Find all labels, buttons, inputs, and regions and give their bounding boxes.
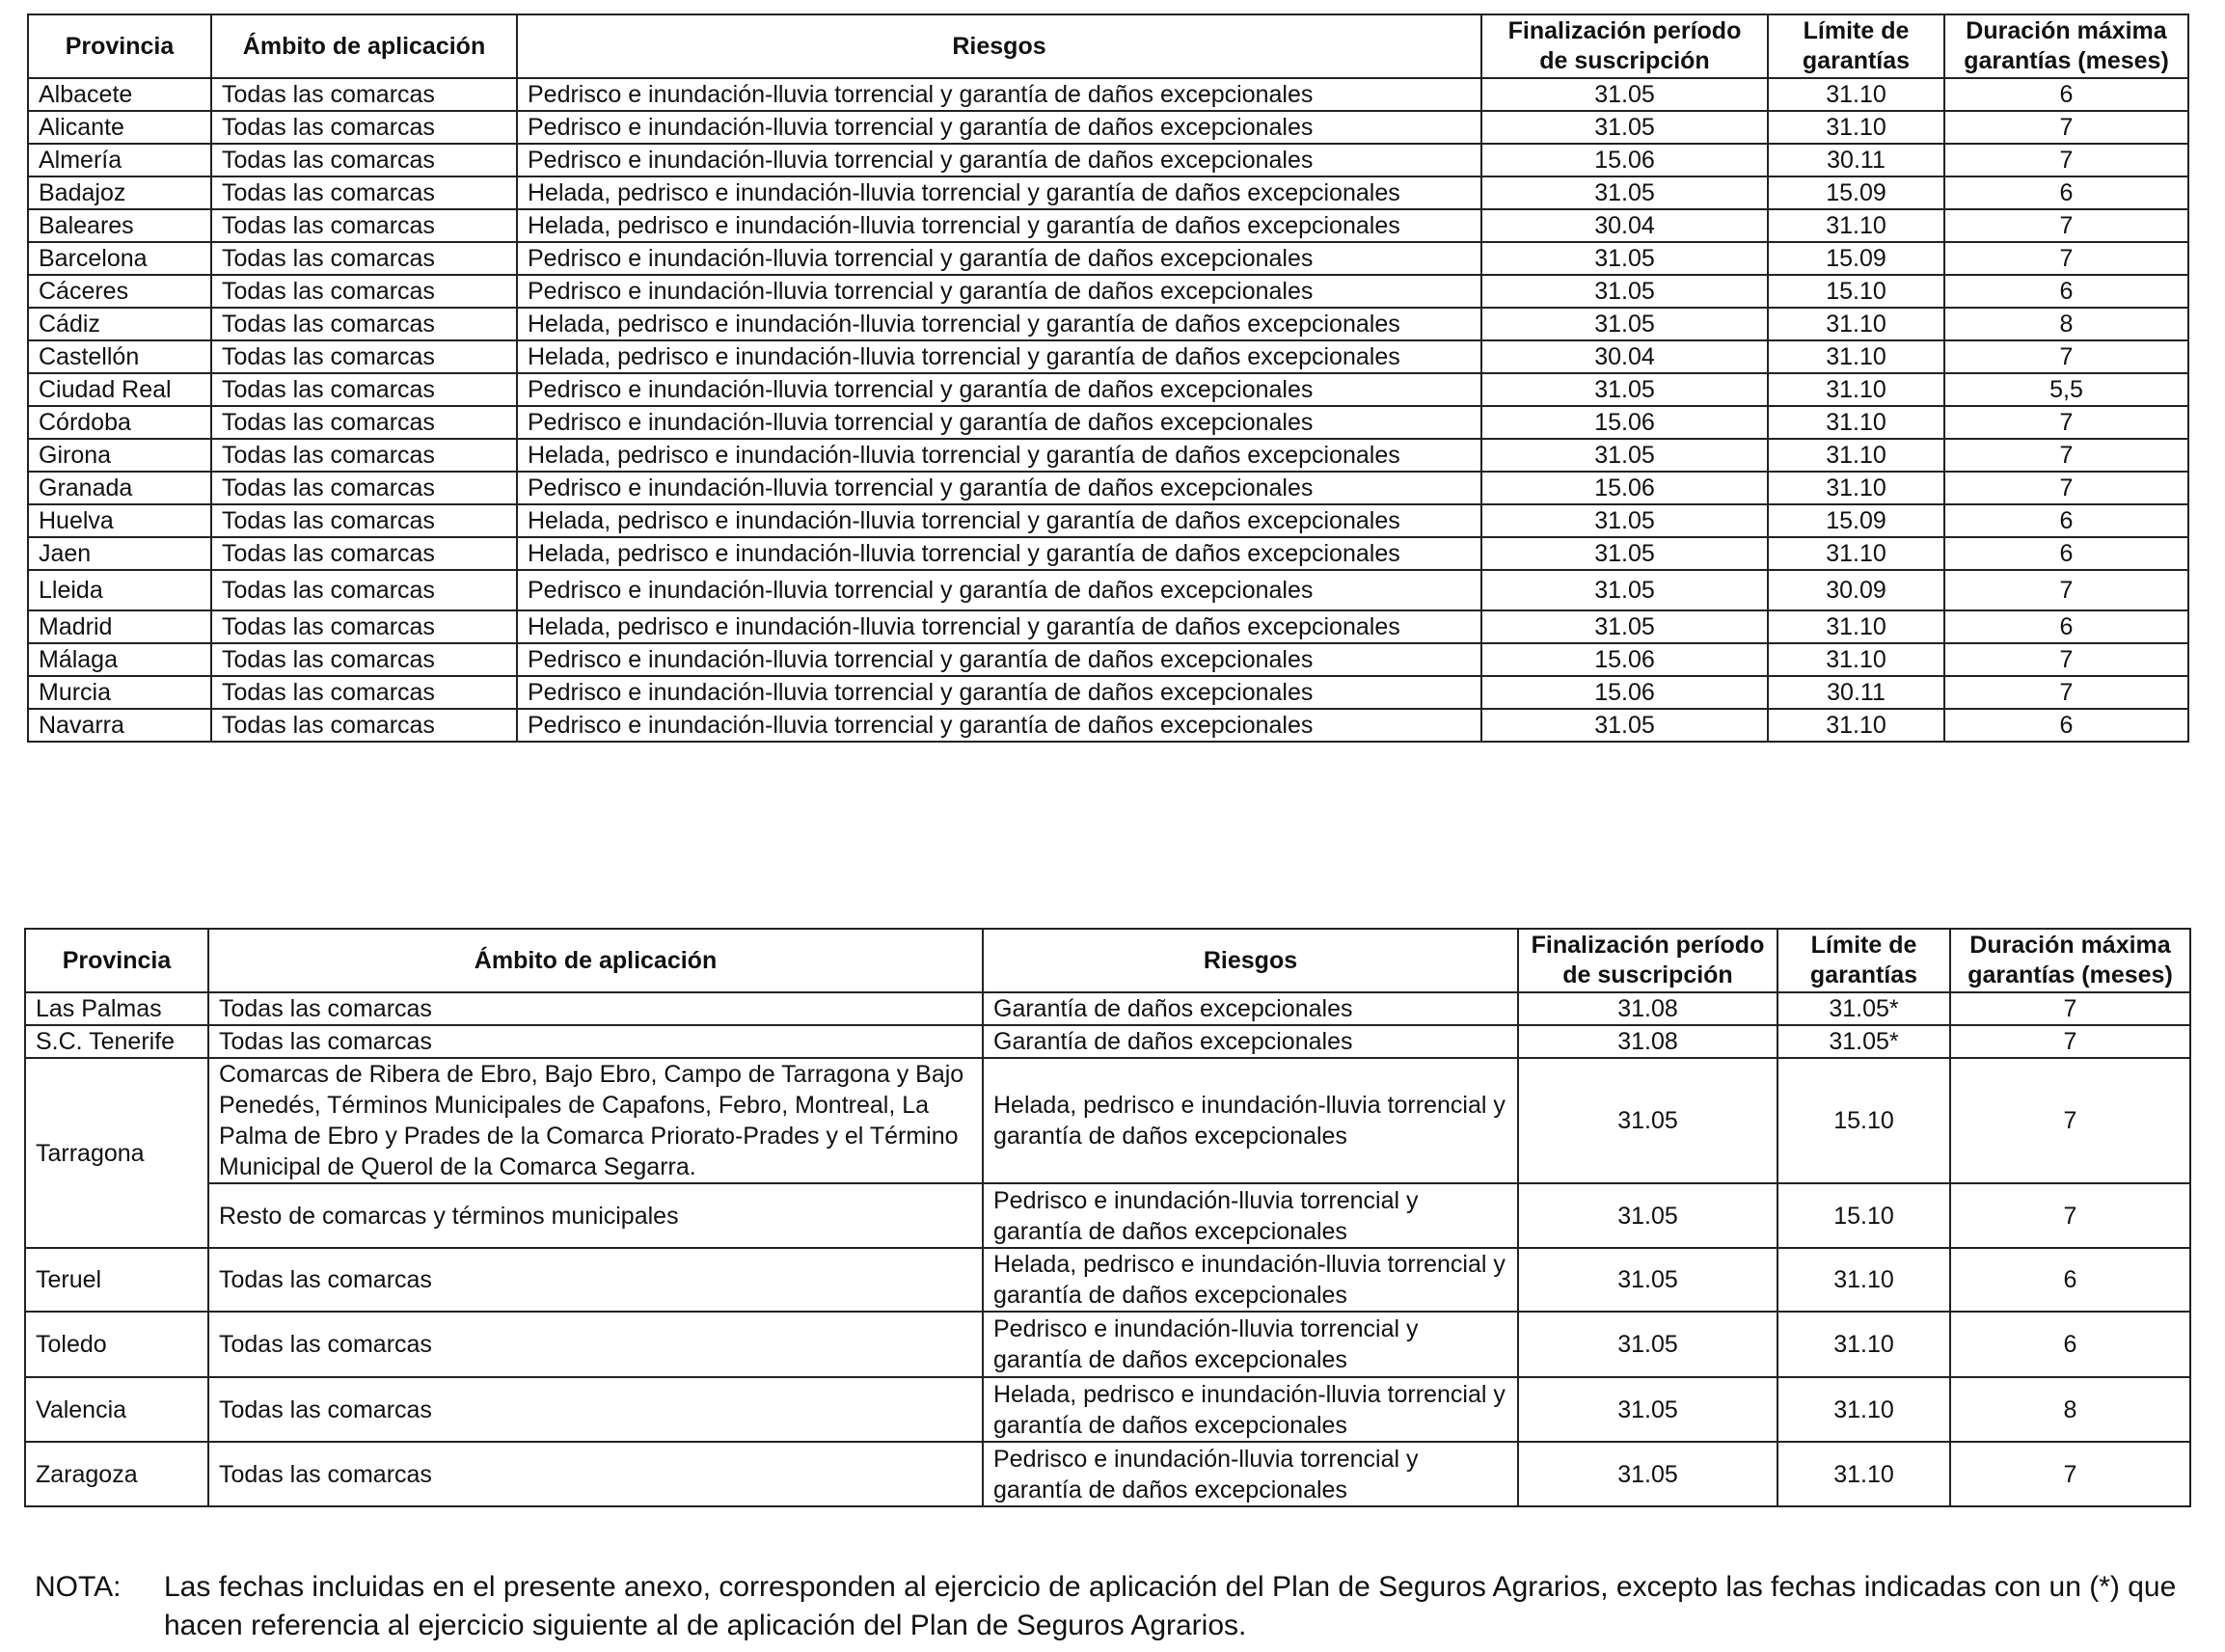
table-row (25, 992, 2190, 1025)
cell-riesgos: Helada, pedrisco e inundación-lluvia torrencial y garantía de daños excepcionales (517, 308, 1481, 340)
note-text: Las fechas incluidas en el presente anexo, corresponden al ejercicio de aplicación del Plan de Seguros Agrarios, excepto las fechas indicadas con un (*) que hacen referencia al ejercicio siguiente al de aplicación del Plan de Seguros Agrarios. (164, 1571, 2177, 1641)
cell-riesgos: Helada, pedrisco e inundación-lluvia torrencial y garantía de daños excepcionales (517, 537, 1481, 570)
cell-finalizacion: 31.05 (1518, 1377, 1777, 1442)
cell-provincia: Granada (28, 472, 211, 504)
cell-provincia: Zaragoza (25, 1442, 208, 1506)
cell-duracion: 6 (1944, 709, 2188, 742)
table-row (25, 1442, 2190, 1506)
cell-ambito: Todas las comarcas (211, 144, 517, 176)
cell-duracion: 7 (1944, 340, 2188, 373)
cell-provincia: Baleares (28, 209, 211, 242)
cell-finalizacion: 15.06 (1481, 643, 1768, 676)
cell-limite: 31.10 (1768, 78, 1944, 111)
cell-provincia: Albacete (28, 78, 211, 111)
cell-finalizacion: 31.05 (1518, 1183, 1777, 1248)
cell-duracion: 6 (1944, 610, 2188, 643)
cell-riesgos: Helada, pedrisco e inundación-lluvia torrencial y garantía de daños excepcionales (517, 439, 1481, 472)
cell-ambito: Todas las comarcas (211, 439, 517, 472)
cell-ambito: Todas las comarcas (211, 176, 517, 209)
table-row (25, 1183, 2190, 1248)
cell-riesgos: Helada, pedrisco e inundación-lluvia torrencial y garantía de daños excepcionales (517, 504, 1481, 537)
cell-duracion: 7 (1944, 676, 2188, 709)
cell-ambito: Todas las comarcas (211, 610, 517, 643)
cell-limite: 31.10 (1768, 643, 1944, 676)
cell-provincia: Jaen (28, 537, 211, 570)
cell-limite: 15.10 (1777, 1058, 1950, 1183)
cell-provincia: Murcia (28, 676, 211, 709)
cell-limite: 31.10 (1777, 1442, 1950, 1506)
cell-ambito: Todas las comarcas (208, 1312, 983, 1377)
cell-riesgos: Pedrisco e inundación-lluvia torrencial y garantía de daños excepcionales (517, 570, 1481, 610)
cell-duracion: 7 (1950, 1442, 2190, 1506)
cell-ambito: Todas las comarcas (211, 406, 517, 439)
cell-limite: 31.10 (1777, 1248, 1950, 1312)
table-row (25, 1058, 2190, 1183)
cell-riesgos: Pedrisco e inundación-lluvia torrencial y garantía de daños excepcionales (517, 472, 1481, 504)
cell-duracion: 7 (1950, 1025, 2190, 1058)
cell-riesgos: Pedrisco e inundación-lluvia torrencial y garantía de daños excepcionales (517, 242, 1481, 275)
cell-limite: 31.10 (1768, 209, 1944, 242)
cell-provincia: Cádiz (28, 308, 211, 340)
cell-limite: 31.10 (1777, 1312, 1950, 1377)
cell-riesgos: Pedrisco e inundación-lluvia torrencial y garantía de daños excepcionales (517, 676, 1481, 709)
cell-riesgos: Pedrisco e inundación-lluvia torrencial y garantía de daños excepcionales (517, 709, 1481, 742)
table-row (28, 308, 2188, 340)
cell-duracion: 7 (1944, 209, 2188, 242)
cell-riesgos: Garantía de daños excepcionales (983, 992, 1518, 1025)
cell-finalizacion: 31.05 (1518, 1058, 1777, 1183)
header-ambito: Ámbito de aplicación (211, 14, 517, 78)
cell-riesgos: Helada, pedrisco e inundación-lluvia torrencial y garantía de daños excepcionales (517, 209, 1481, 242)
cell-provincia: Madrid (28, 610, 211, 643)
cell-limite: 31.10 (1768, 308, 1944, 340)
cell-duracion: 6 (1944, 537, 2188, 570)
cell-ambito: Comarcas de Ribera de Ebro, Bajo Ebro, Campo de Tarragona y Bajo Penedés, Términos Municipales de Capafons, Febro, Montreal, La Palma de Ebro y Prades de la Comarca Priorato-Prades y el Término Municipal de Querol de la Comarca Segarra. (208, 1058, 983, 1183)
cell-provincia: Castellón (28, 340, 211, 373)
cell-finalizacion: 31.05 (1481, 111, 1768, 144)
cell-riesgos: Helada, pedrisco e inundación-lluvia torrencial y garantía de daños excepcionales (983, 1377, 1518, 1442)
cell-riesgos: Helada, pedrisco e inundación-lluvia torrencial y garantía de daños excepcionales (983, 1248, 1518, 1312)
cell-limite: 31.10 (1768, 472, 1944, 504)
cell-ambito: Todas las comarcas (211, 643, 517, 676)
cell-finalizacion: 15.06 (1481, 144, 1768, 176)
cell-limite: 30.11 (1768, 144, 1944, 176)
cell-provincia: Ciudad Real (28, 373, 211, 406)
cell-duracion: 7 (1944, 643, 2188, 676)
cell-ambito: Todas las comarcas (211, 570, 517, 610)
cell-limite: 31.10 (1768, 610, 1944, 643)
cell-finalizacion: 31.05 (1481, 610, 1768, 643)
cell-limite: 31.05* (1777, 1025, 1950, 1058)
table-row (28, 676, 2188, 709)
cell-finalizacion: 31.05 (1518, 1312, 1777, 1377)
header-limite: Límite de garantías (1777, 929, 1950, 992)
cell-finalizacion: 31.05 (1481, 275, 1768, 308)
table-row (28, 439, 2188, 472)
cell-finalizacion: 30.04 (1481, 209, 1768, 242)
table-row (28, 111, 2188, 144)
header-riesgos: Riesgos (517, 14, 1481, 78)
cell-finalizacion: 31.05 (1481, 242, 1768, 275)
table-row (28, 242, 2188, 275)
cell-duracion: 6 (1944, 275, 2188, 308)
cell-provincia: Tarragona (25, 1058, 208, 1248)
cell-limite: 31.10 (1768, 439, 1944, 472)
table-row (28, 643, 2188, 676)
table-row (28, 472, 2188, 504)
cell-provincia: Toledo (25, 1312, 208, 1377)
cell-riesgos: Helada, pedrisco e inundación-lluvia torrencial y garantía de daños excepcionales (517, 340, 1481, 373)
cell-duracion: 6 (1944, 78, 2188, 111)
table1-body (28, 78, 2188, 742)
header-limite: Límite de garantías (1768, 14, 1944, 78)
header-ambito: Ámbito de aplicación (208, 929, 983, 992)
cell-ambito: Todas las comarcas (211, 78, 517, 111)
table-row (28, 610, 2188, 643)
cell-ambito: Todas las comarcas (211, 676, 517, 709)
cell-riesgos: Pedrisco e inundación-lluvia torrencial y garantía de daños excepcionales (983, 1312, 1518, 1377)
header-duracion: Duración máxima garantías (meses) (1950, 929, 2190, 992)
cell-finalizacion: 31.05 (1481, 570, 1768, 610)
cell-finalizacion: 31.05 (1481, 78, 1768, 111)
cell-limite: 31.10 (1768, 340, 1944, 373)
cell-duracion: 8 (1950, 1377, 2190, 1442)
cell-finalizacion: 15.06 (1481, 676, 1768, 709)
cell-duracion: 6 (1944, 176, 2188, 209)
cell-limite: 15.10 (1768, 275, 1944, 308)
table-row (28, 373, 2188, 406)
cell-riesgos: Pedrisco e inundación-lluvia torrencial y garantía de daños excepcionales (517, 78, 1481, 111)
cell-ambito: Todas las comarcas (211, 340, 517, 373)
cell-provincia: Barcelona (28, 242, 211, 275)
cell-duracion: 7 (1950, 992, 2190, 1025)
provinces-table-1 (27, 14, 2189, 743)
cell-ambito: Todas las comarcas (208, 1025, 983, 1058)
cell-ambito: Todas las comarcas (208, 1442, 983, 1506)
cell-ambito: Todas las comarcas (211, 373, 517, 406)
cell-duracion: 5,5 (1944, 373, 2188, 406)
table-row (28, 275, 2188, 308)
cell-ambito: Todas las comarcas (211, 504, 517, 537)
table-row (28, 78, 2188, 111)
cell-riesgos: Helada, pedrisco e inundación-lluvia torrencial y garantía de daños excepcionales (517, 610, 1481, 643)
header-provincia: Provincia (25, 929, 208, 992)
cell-finalizacion: 15.06 (1481, 472, 1768, 504)
provinces-table-2 (24, 928, 2191, 1507)
table-row (28, 406, 2188, 439)
cell-finalizacion: 31.05 (1481, 308, 1768, 340)
table-row (28, 709, 2188, 742)
cell-ambito: Resto de comarcas y términos municipales (208, 1183, 983, 1248)
cell-limite: 31.10 (1768, 709, 1944, 742)
cell-ambito: Todas las comarcas (211, 111, 517, 144)
table-header-row (25, 929, 2190, 992)
cell-finalizacion: 31.05 (1518, 1442, 1777, 1506)
cell-riesgos: Pedrisco e inundación-lluvia torrencial y garantía de daños excepcionales (517, 643, 1481, 676)
cell-finalizacion: 31.05 (1481, 439, 1768, 472)
cell-provincia: Teruel (25, 1248, 208, 1312)
cell-finalizacion: 15.06 (1481, 406, 1768, 439)
cell-limite: 31.10 (1768, 406, 1944, 439)
cell-duracion: 7 (1944, 111, 2188, 144)
table-row (25, 1248, 2190, 1312)
cell-ambito: Todas las comarcas (208, 1248, 983, 1312)
table-row (25, 1025, 2190, 1058)
table-row (28, 537, 2188, 570)
table-row (25, 1312, 2190, 1377)
cell-riesgos: Pedrisco e inundación-lluvia torrencial y garantía de daños excepcionales (517, 406, 1481, 439)
header-provincia: Provincia (28, 14, 211, 78)
cell-provincia: Málaga (28, 643, 211, 676)
cell-limite: 30.09 (1768, 570, 1944, 610)
cell-duracion: 6 (1950, 1248, 2190, 1312)
cell-limite: 15.09 (1768, 504, 1944, 537)
cell-ambito: Todas las comarcas (208, 992, 983, 1025)
cell-duracion: 8 (1944, 308, 2188, 340)
cell-limite: 15.09 (1768, 176, 1944, 209)
table-row (28, 570, 2188, 610)
header-duracion: Duración máxima garantías (meses) (1944, 14, 2188, 78)
cell-provincia: Las Palmas (25, 992, 208, 1025)
header-riesgos: Riesgos (983, 929, 1518, 992)
cell-limite: 31.10 (1768, 537, 1944, 570)
cell-riesgos: Pedrisco e inundación-lluvia torrencial y garantía de daños excepcionales (517, 373, 1481, 406)
cell-duracion: 7 (1944, 570, 2188, 610)
cell-limite: 15.10 (1777, 1183, 1950, 1248)
note-label: NOTA: (35, 1571, 122, 1603)
cell-riesgos: Garantía de daños excepcionales (983, 1025, 1518, 1058)
cell-provincia: Huelva (28, 504, 211, 537)
table-row (28, 504, 2188, 537)
table-row (28, 144, 2188, 176)
cell-duracion: 6 (1950, 1312, 2190, 1377)
cell-riesgos: Pedrisco e inundación-lluvia torrencial y garantía de daños excepcionales (517, 111, 1481, 144)
cell-duracion: 7 (1944, 472, 2188, 504)
cell-finalizacion: 30.04 (1481, 340, 1768, 373)
cell-ambito: Todas las comarcas (211, 275, 517, 308)
cell-provincia: Lleida (28, 570, 211, 610)
cell-finalizacion: 31.05 (1481, 504, 1768, 537)
cell-provincia: Córdoba (28, 406, 211, 439)
cell-provincia: Almería (28, 144, 211, 176)
table-header-row (28, 14, 2188, 78)
cell-ambito: Todas las comarcas (211, 242, 517, 275)
cell-ambito: Todas las comarcas (208, 1377, 983, 1442)
cell-ambito: Todas las comarcas (211, 709, 517, 742)
table-row (28, 176, 2188, 209)
cell-ambito: Todas las comarcas (211, 308, 517, 340)
header-finalizacion: Finalización período de suscripción (1518, 929, 1777, 992)
cell-riesgos: Pedrisco e inundación-lluvia torrencial y garantía de daños excepcionales (517, 275, 1481, 308)
table-row (25, 1377, 2190, 1442)
cell-duracion: 7 (1944, 242, 2188, 275)
cell-finalizacion: 31.05 (1518, 1248, 1777, 1312)
table-row (28, 340, 2188, 373)
cell-provincia: Girona (28, 439, 211, 472)
cell-duracion: 7 (1950, 1183, 2190, 1248)
header-finalizacion: Finalización período de suscripción (1481, 14, 1768, 78)
cell-limite: 30.11 (1768, 676, 1944, 709)
cell-provincia: Valencia (25, 1377, 208, 1442)
cell-limite: 15.09 (1768, 242, 1944, 275)
cell-finalizacion: 31.05 (1481, 176, 1768, 209)
cell-duracion: 6 (1944, 504, 2188, 537)
cell-limite: 31.10 (1768, 111, 1944, 144)
cell-finalizacion: 31.08 (1518, 1025, 1777, 1058)
cell-duracion: 7 (1944, 144, 2188, 176)
cell-duracion: 7 (1944, 439, 2188, 472)
cell-ambito: Todas las comarcas (211, 209, 517, 242)
cell-finalizacion: 31.05 (1481, 709, 1768, 742)
cell-riesgos: Helada, pedrisco e inundación-lluvia torrencial y garantía de daños excepcionales (517, 176, 1481, 209)
cell-provincia: Badajoz (28, 176, 211, 209)
cell-limite: 31.10 (1777, 1377, 1950, 1442)
cell-provincia: Alicante (28, 111, 211, 144)
table-row (28, 209, 2188, 242)
cell-limite: 31.05* (1777, 992, 1950, 1025)
cell-finalizacion: 31.05 (1481, 537, 1768, 570)
cell-provincia: Navarra (28, 709, 211, 742)
cell-riesgos: Pedrisco e inundación-lluvia torrencial y garantía de daños excepcionales (517, 144, 1481, 176)
cell-ambito: Todas las comarcas (211, 537, 517, 570)
cell-limite: 31.10 (1768, 373, 1944, 406)
cell-riesgos: Pedrisco e inundación-lluvia torrencial y garantía de daños excepcionales (983, 1442, 1518, 1506)
cell-finalizacion: 31.08 (1518, 992, 1777, 1025)
cell-provincia: S.C. Tenerife (25, 1025, 208, 1058)
cell-ambito: Todas las comarcas (211, 472, 517, 504)
cell-riesgos: Pedrisco e inundación-lluvia torrencial y garantía de daños excepcionales (983, 1183, 1518, 1248)
cell-duracion: 7 (1950, 1058, 2190, 1183)
cell-duracion: 7 (1944, 406, 2188, 439)
cell-finalizacion: 31.05 (1481, 373, 1768, 406)
cell-riesgos: Helada, pedrisco e inundación-lluvia torrencial y garantía de daños excepcionales (983, 1058, 1518, 1183)
cell-provincia: Cáceres (28, 275, 211, 308)
